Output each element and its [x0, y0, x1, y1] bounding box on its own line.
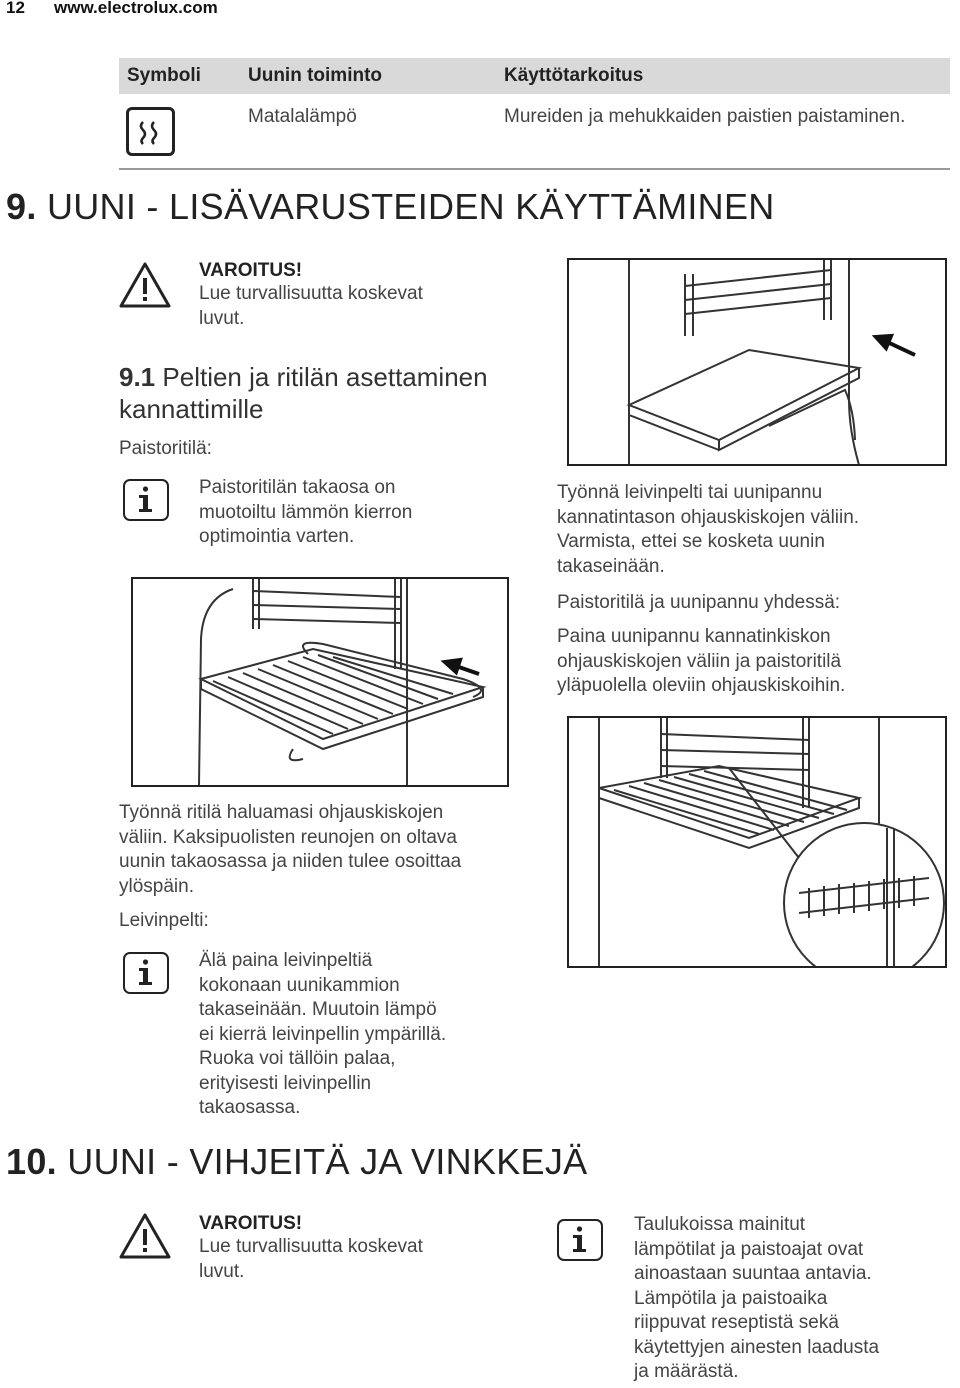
warning-line: luvut.	[199, 307, 245, 329]
function-cell: Matalalämpö	[248, 106, 357, 127]
tray-text: Työnnä leivinpelti tai uunipannu kannatintason ohjauskiskojen väliin. Varmista, ettei se kosketa uunin takaseinään.	[557, 482, 860, 577]
warning-icon	[118, 261, 172, 314]
warning-line: Lue turvallisuutta koskevat	[199, 1236, 423, 1257]
warning-block	[199, 1213, 423, 1284]
table-header	[119, 58, 950, 94]
warning-icon	[118, 1212, 172, 1265]
section-10-title: 10. UUNI - VIHJEITÄ JA VINKKEJÄ	[6, 1141, 588, 1182]
grid-text: Työnnä ritilä haluamasi ohjauskiskojen väliin. Kaksipuolisten reunojen on oltava uunin takaosassa ja niiden tulee osoittaa ylöspäin.	[119, 802, 462, 897]
column-header-symbol: Symboli	[127, 65, 201, 86]
warning-title: VAROITUS!	[199, 260, 303, 281]
column-header-function: Uunin toiminto	[248, 65, 383, 86]
warning-title: VAROITUS!	[199, 1213, 303, 1234]
label-both: Paistoritilä ja uunipannu yhdessä:	[557, 592, 841, 613]
figure-shelf-detail	[567, 716, 947, 968]
info-text-tips: Taulukoissa mainitut lämpötilat ja paistoajat ovat ainoastaan suuntaa antavia. Lämpötila ja paistoaika riippuvat reseptistä sekä käytettyjen ainesten laadusta ja määrästä.	[634, 1214, 880, 1382]
purpose-cell: Mureiden ja mehukkaiden paistien paistaminen.	[504, 106, 906, 127]
warning-line: Lue turvallisuutta koskevat	[199, 283, 423, 304]
info-icon	[123, 952, 169, 994]
low-heat-icon	[126, 107, 175, 156]
section-9-title: 9. UUNI - LISÄVARUSTEIDEN KÄYTTÄMINEN	[6, 186, 775, 227]
figure-wire-shelf	[131, 577, 509, 787]
table-row	[119, 96, 950, 170]
info-text-grid: Paistoritilän takaosa on muotoiltu lämmön kierron optimointia varten.	[199, 477, 413, 547]
label-tray: Leivinpelti:	[119, 910, 209, 931]
both-text: Paina uunipannu kannatinkiskon ohjauskiskojen väliin ja paistoritilä yläpuolella oleviin ohjauskiskoihin.	[557, 626, 846, 696]
subsection-title: 9.1 Peltien ja ritilän asettaminen kannattimille	[119, 362, 488, 424]
label-grid: Paistoritilä:	[119, 438, 212, 459]
figure-baking-tray	[567, 258, 947, 466]
header-url: www.electrolux.com	[54, 0, 218, 17]
info-icon	[557, 1219, 603, 1261]
column-header-purpose: Käyttötarkoitus	[504, 65, 644, 86]
warning-block	[199, 260, 423, 331]
info-text-tray: Älä paina leivinpeltiä kokonaan uunikammion takaseinään. Muutoin lämpö ei kierrä leivinpellin ympärillä. Ruoka voi tällöin palaa, erityisesti leivinpellin takaosassa.	[199, 950, 447, 1118]
page-number: 12	[6, 0, 25, 17]
warning-line: luvut.	[199, 1260, 245, 1282]
info-icon	[123, 479, 169, 521]
